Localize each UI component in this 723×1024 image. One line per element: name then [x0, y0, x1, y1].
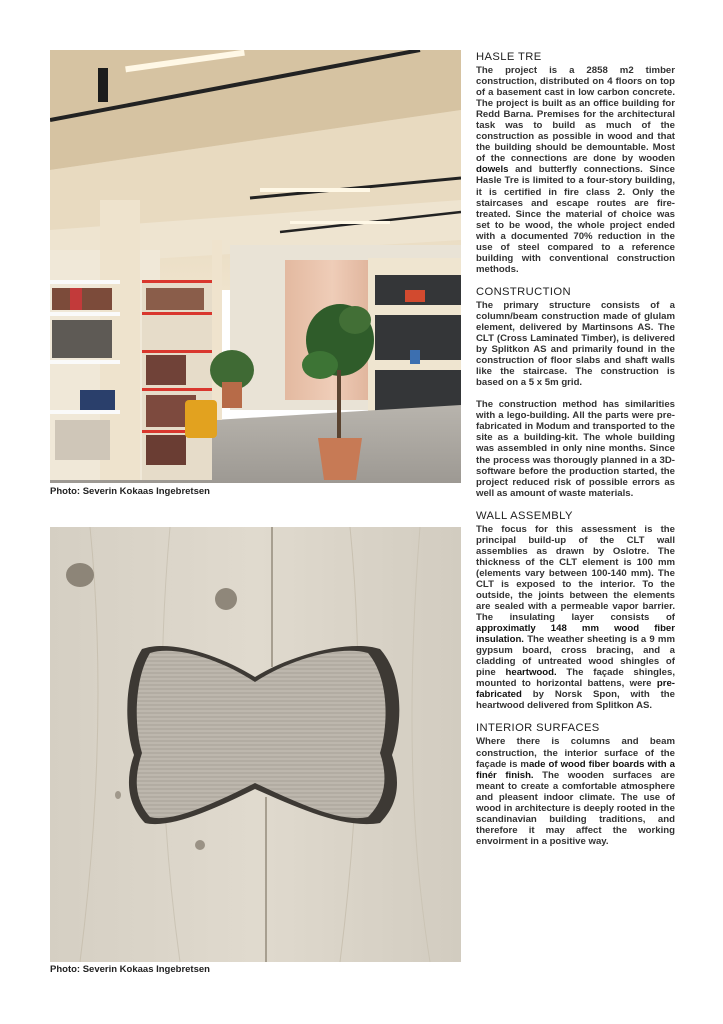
construction-paragraph-2: The construction method has similarities with a lego-building. All the parts were pre-fabricated in Modum and transported to the site as a building-kit. The whole building was assembled in only nine months. Since the process was thorougly planned in a 3D-software before the production started, the project reduced risk of possible errors as well as amount of waste materials. — [476, 399, 675, 499]
butterfly-connection-photo — [50, 527, 461, 962]
wall-text-2: The weather sheeting is a 9 mm gypsum board, cross bracing, and a cladding of untreated wood shingles of pine — [476, 634, 675, 679]
article-text-column — [476, 51, 675, 847]
interior-surfaces-paragraph — [476, 736, 675, 846]
wall-emphasis-insulation: approximatly 148 mm wood fiber insulation. — [476, 623, 675, 646]
wall-emphasis-heartwood: heartwood. — [505, 667, 557, 679]
wall-assembly-paragraph — [476, 524, 675, 712]
office-interior-photo — [50, 50, 461, 483]
hasle-text-2: and butterfly connections. Since Hasle Tre is limited to a four-story building, it is certified in fire class 2. Only the staircases and escape routes are fire-treated. Since the material of choice was set to be wood, the whole project ended with a documented 70% reduction in the use of steel compared to a reference building with conventional construction methods. — [476, 164, 675, 275]
section-title-interior-surfaces: INTERIOR SURFACES — [476, 722, 600, 735]
construction-paragraph-1: The primary structure consists of a column/beam construction made of glulam element, delivered by Martinsons AS. The CLT (Cross Laminated Timber), is delivered by Splitkon AS and primarily found in the construction of floor slabs and shaft walls like the staircase. The construction is based on a 5 x 5m grid. — [476, 299, 675, 389]
office-interior-illustration — [50, 50, 461, 483]
photo-caption-1: Photo: Severin Kokaas Ingebretsen — [50, 486, 210, 497]
photo-caption-2: Photo: Severin Kokaas Ingebretsen — [50, 964, 210, 975]
interior-text-2: The wooden surfaces are meant to create a comfortable atmosphere and pleasent indoor climate. The use of wood in architecture is deeply rooted in the scandinavian building traditions, and therefore it may affect the working envoirment in a positive way. — [476, 769, 676, 847]
section-title-construction: CONSTRUCTION — [476, 285, 571, 298]
interior-emphasis-boards: ade of wood fiber boards with a finér finish. — [476, 758, 675, 781]
wall-text-1: The focus for this assessment is the principal build-up of the CLT wall assemblies as drawn by Oslotre. The thickness of the CLT element is 100 mm (elements vary between 100-140 mm). The CLT is exposed to the interior. To the outside, the joints between the elements are sealed with a permeable vapor barrier. The insulating layer consists of — [476, 523, 675, 624]
butterfly-connection-illustration — [50, 527, 461, 962]
hasle-tre-paragraph — [476, 65, 675, 275]
wall-emphasis-prefabricated: pre-fabricated — [476, 678, 675, 701]
wall-text-3: The façade shingles, mounted to horizontal battens, were — [476, 667, 675, 690]
interior-text-1: Where there is columns and beam construction, the interior surface of the façade is m — [476, 736, 675, 770]
section-title-wall-assembly: WALL ASSEMBLY — [476, 509, 573, 522]
hasle-emphasis-dowels: dowels — [476, 164, 509, 176]
wall-text-4: by Norsk Spon, with the heartwood delivered from Splitkon AS. — [476, 689, 675, 712]
hasle-text-1: The project is a 2858 m2 timber construction, distributed on 4 floors on top of a basement cast in low carbon concrete. The project is built as an office building for Redd Barna. Premises for the architectural task was to build as much of the construction as possible in wood and that the building should be demountable. Most of the connections are done by wooden — [476, 65, 675, 165]
section-title-hasle-tre: HASLE TRE — [476, 51, 542, 63]
